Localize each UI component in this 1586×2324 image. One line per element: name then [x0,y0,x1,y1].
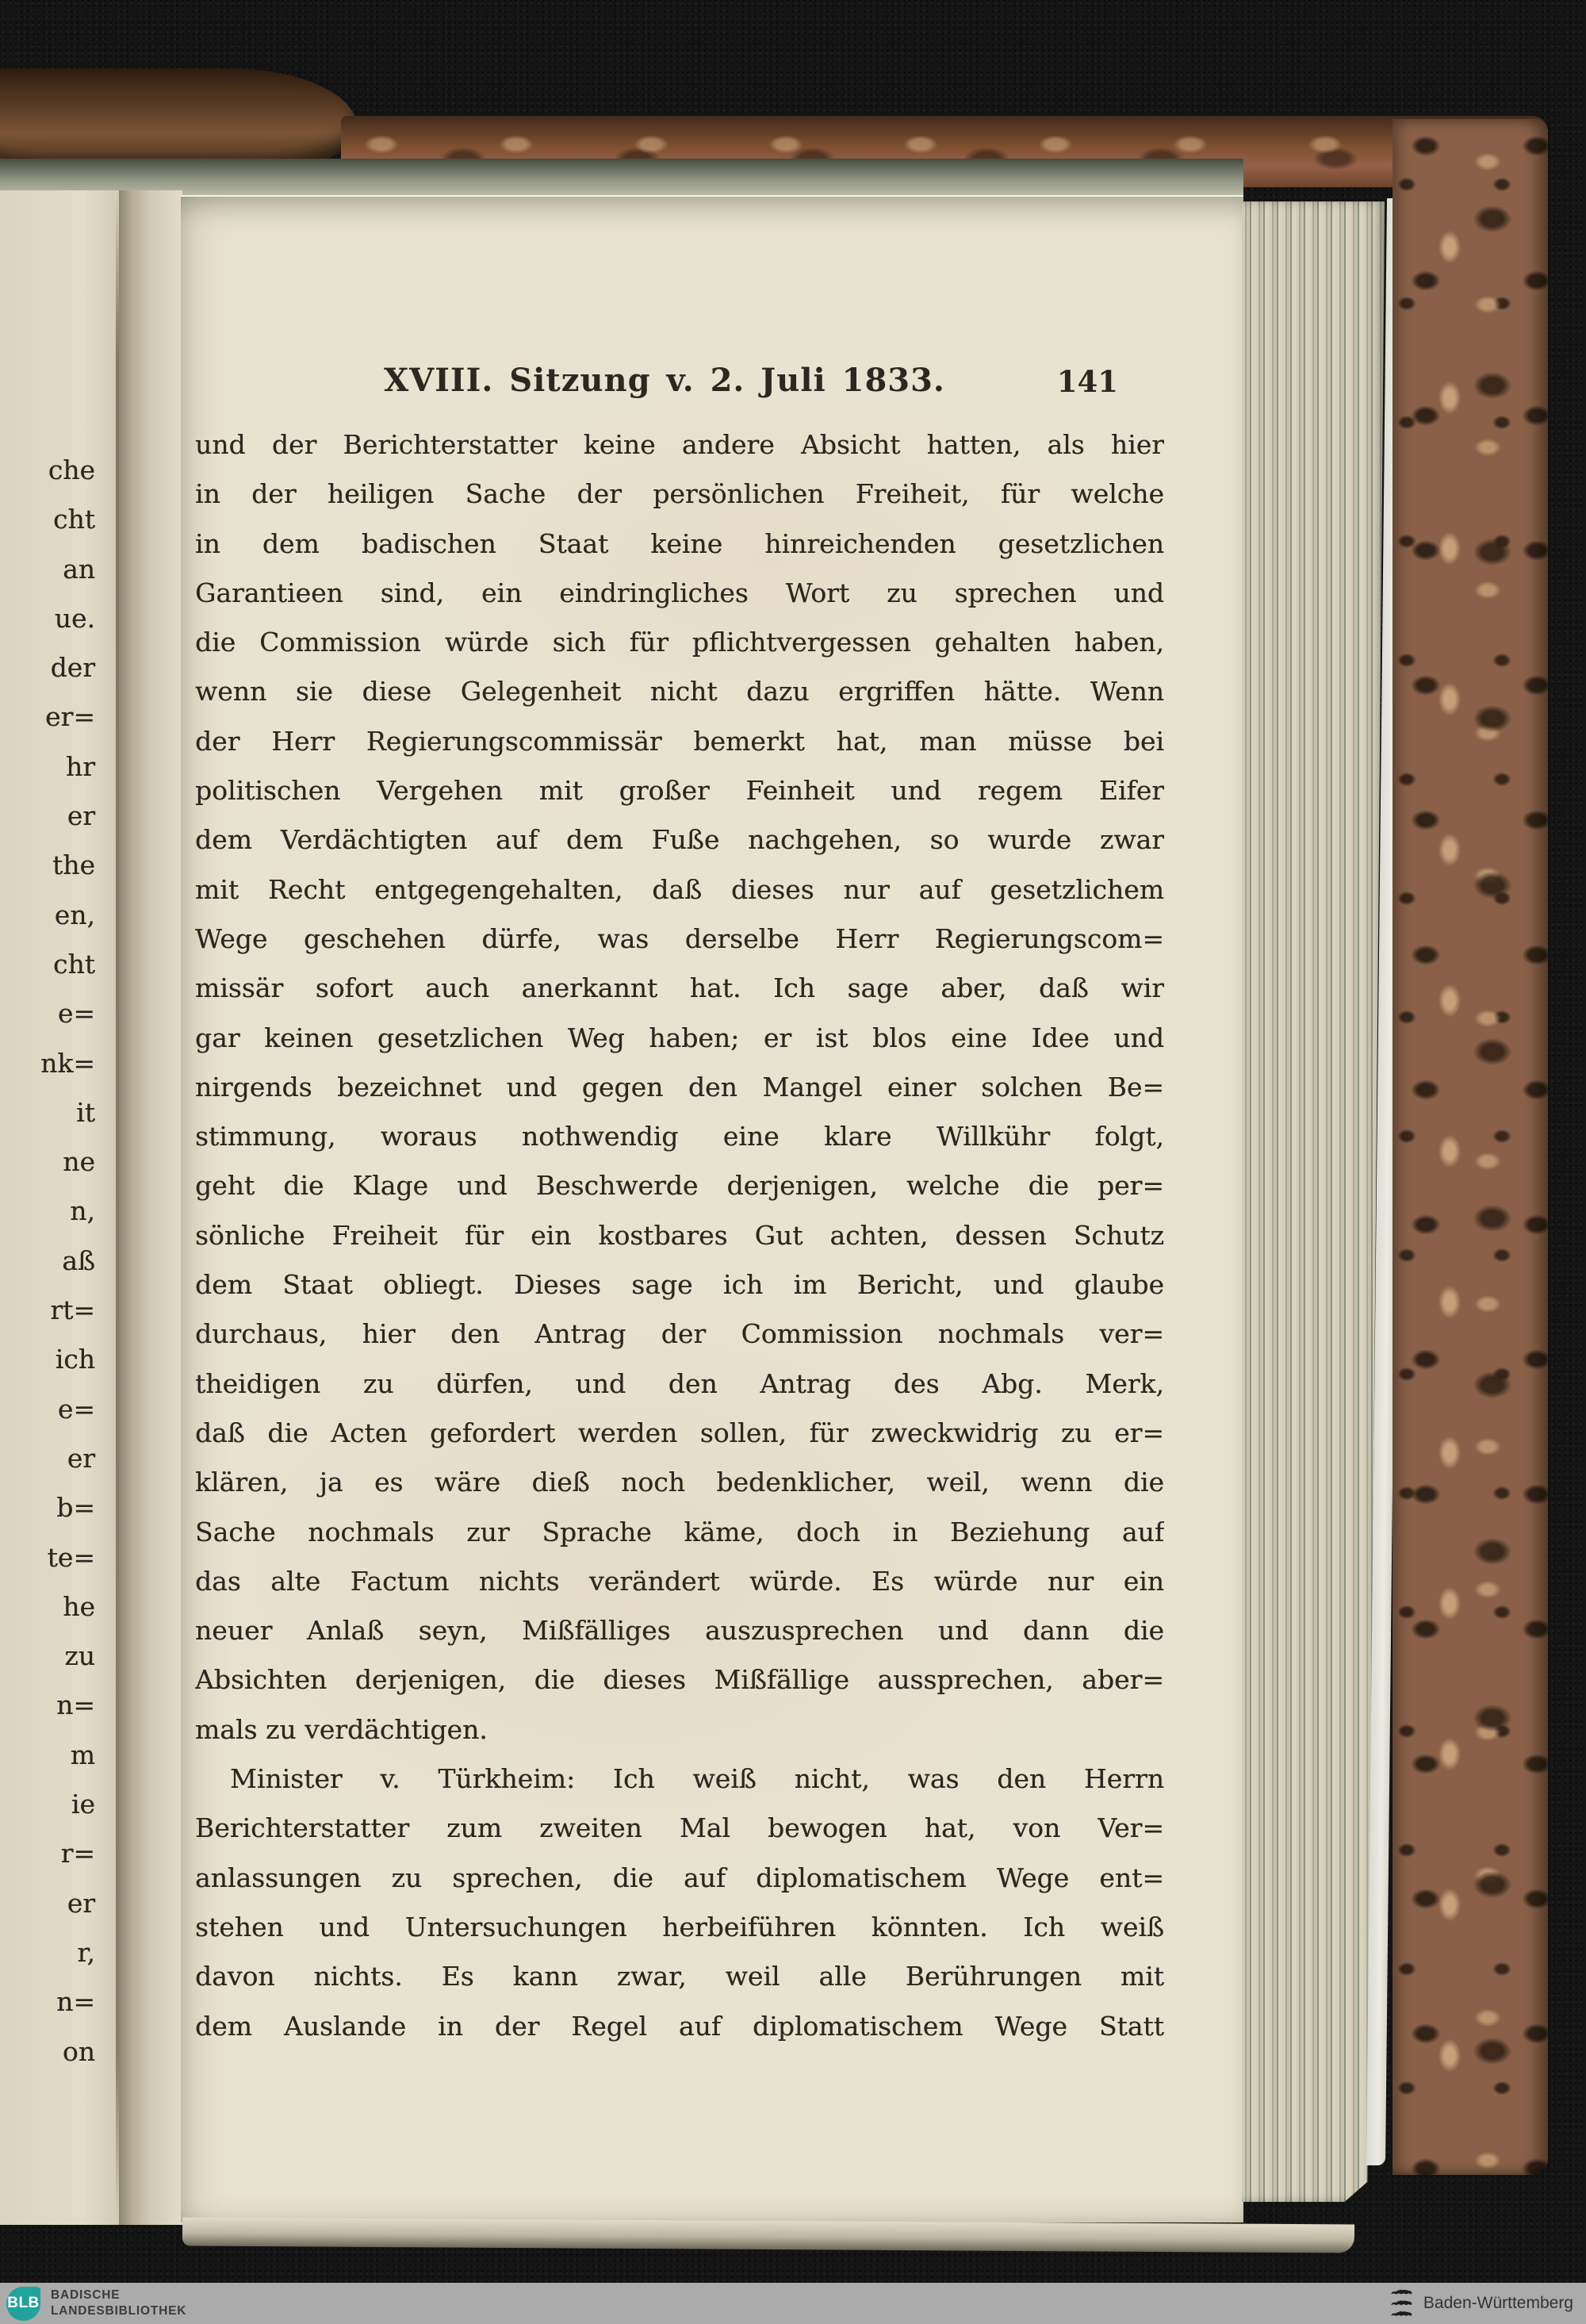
facing-page-sliver [0,190,121,2225]
facing-page-text-fragments [0,446,102,2077]
region-name: Baden-Württemberg [1423,2294,1573,2312]
text-line: stimmung, woraus nothwendig eine klare Willkühr folgt, [195,1121,1164,1152]
margin-fragment: te= [47,1541,95,1573]
text-line: stehen und Untersuchungen herbeiführen könnten. Ich weiß [195,1911,1164,1942]
text-line: klären, ja es wäre dieß noch bedenklicher, weil, wenn die [195,1467,1164,1498]
text-line: wenn sie diese Gelegenheit nicht dazu ergriffen hätte. Wenn [195,676,1164,708]
text-line: mit Recht entgegengehalten, daß dieses nur auf gesetzlichem [195,873,1164,905]
page-header [181,362,1243,412]
margin-fragment: che [48,454,95,485]
gutter-crease-line [116,198,119,2217]
text-line: Absichten derjenigen, die dieses Mißfällige aussprechen, aber= [195,1664,1164,1696]
library-name-line1: BADISCHE [51,2288,121,2303]
margin-fragment: the [52,849,95,881]
text-line: nirgends bezeichnet und gegen den Mangel einer solchen Be= [195,1071,1164,1103]
margin-fragment: zu [64,1640,95,1672]
margin-fragment: e= [57,998,95,1030]
text-line: durchaus, hier den Antrag der Commission nochmals ver= [195,1318,1164,1350]
margin-fragment: an [63,553,95,585]
margin-fragment: er [67,800,95,832]
text-line: der Herr Regierungscommissär bemerkt hat, man müsse bei [195,725,1164,757]
margin-fragment: m [70,1739,95,1770]
margin-fragment: n= [56,1986,95,2018]
book-page [181,195,1243,2222]
text-line: davon nichts. Es kann zwar, weil alle Berührungen mit [195,1961,1164,1992]
text-line: anlassungen zu sprechen, die auf diplomatischem Wege ent= [195,1862,1164,1893]
text-line: Berichterstatter zum zweiten Mal bewogen hat, von Ver= [195,1812,1164,1844]
footer-bar [0,2283,1586,2324]
margin-fragment: it [76,1096,95,1128]
text-line: neuer Anlaß seyn, Mißfälliges auszusprechen und dann die [195,1615,1164,1647]
margin-fragment: en, [54,899,95,930]
page-block-bottom-edge [182,2217,1354,2253]
margin-fragment: on [62,2035,95,2067]
margin-fragment: cht [53,504,95,535]
text-line: dem Staat obliegt. Dieses sage ich im Bericht, und glaube [195,1269,1164,1301]
text-line: Garantieen sind, ein eindringliches Wort zu sprechen und [195,577,1164,608]
blb-logo [6,2287,40,2321]
library-name [51,2288,186,2319]
library-name-line2: LANDESBIBLIOTHEK [51,2304,187,2318]
margin-fragment: n= [56,1689,95,1721]
state-branding [1389,2288,1586,2319]
margin-fragment: ne [63,1146,95,1178]
text-line: Minister v. Türkheim: Ich weiß nicht, was den Herrn [230,1763,1164,1795]
running-title: XVIII. Sitzung v. 2. Juli 1833. [384,362,945,399]
text-line: in dem badischen Staat keine hinreichenden gesetzlichen [195,527,1164,559]
margin-fragment: ich [55,1344,95,1375]
margin-fragment: b= [56,1492,95,1524]
margin-fragment: rt= [50,1294,95,1326]
margin-fragment: ie [71,1789,95,1820]
margin-fragment: he [63,1590,95,1622]
margin-fragment: er= [45,701,95,733]
book-spine-headcap [0,68,357,173]
margin-fragment: er [67,1442,95,1474]
library-branding [0,2287,186,2321]
text-line: Sache nochmals zur Sprache käme, doch in Beziehung auf [195,1516,1164,1547]
gutter-shadow [119,190,182,2225]
text-line: daß die Acten gefordert werden sollen, für zweckwidrig zu er= [195,1417,1164,1448]
marbled-cover [1393,119,1548,2175]
text-line: politischen Vergehen mit großer Feinheit und regem Eifer [195,775,1164,807]
margin-fragment: r, [77,1936,95,1968]
baden-wuerttemberg-coat-of-arms-icon [1389,2288,1415,2319]
text-line: mals zu verdächtigen. [195,1713,488,1745]
page-number: 141 [1056,364,1118,399]
text-line: geht die Klage und Beschwerde derjenigen, welche die per= [195,1170,1164,1202]
text-line: und der Berichterstatter keine andere Absicht hatten, als hier [195,429,1164,460]
page-text [195,420,1164,2051]
margin-fragment: e= [57,1393,95,1425]
margin-fragment: r= [60,1838,95,1870]
blb-logo-text: BLB [7,2295,40,2311]
text-line: dem Auslande in der Regel auf diplomatischem Wege Statt [195,2010,1164,2042]
text-line: das alte Factum nichts verändert würde. Es würde nur ein [195,1565,1164,1597]
fore-edge-pages [1242,201,1385,2202]
text-line: dem Verdächtigten auf dem Fuße nachgehen, so wurde zwar [195,824,1164,856]
text-line: in der heiligen Sache der persönlichen Freiheit, für welche [195,478,1164,510]
margin-fragment: n, [70,1195,95,1227]
text-line: sönliche Freiheit für ein kostbares Gut achten, dessen Schutz [195,1219,1164,1251]
margin-fragment: hr [65,750,95,782]
margin-fragment: cht [53,948,95,980]
margin-fragment: ue. [54,602,95,634]
text-line: gar keinen gesetzlichen Weg haben; er ist blos eine Idee und [195,1022,1164,1053]
text-line: theidigen zu dürfen, und den Antrag des Abg. Merk, [195,1367,1164,1399]
text-line: missär sofort auch anerkannt hat. Ich sage aber, daß wir [195,972,1164,1004]
margin-fragment: nk= [40,1047,95,1079]
text-line: Wege geschehen dürfe, was derselbe Herr Regierungscom= [195,922,1164,954]
margin-fragment: aß [62,1244,95,1276]
text-line: die Commission würde sich für pflichtvergessen gehalten haben, [195,627,1164,658]
margin-fragment: er [67,1887,95,1919]
margin-fragment: der [50,652,95,684]
